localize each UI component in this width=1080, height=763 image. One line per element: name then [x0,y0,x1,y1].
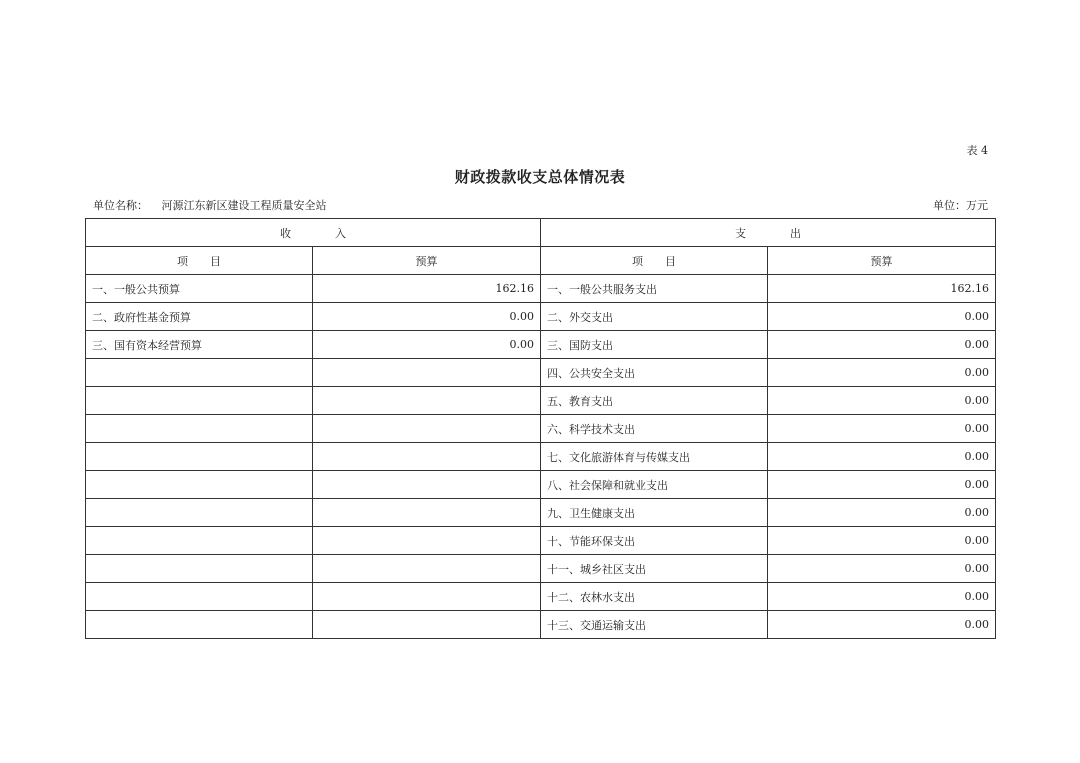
table-row [86,555,996,583]
income-item-cell [86,527,313,555]
income-budget-cell [313,499,541,527]
expense-budget-cell: 0.00 [768,499,996,527]
income-budget-cell [313,387,541,415]
expense-item-header: 项 目 [541,247,768,275]
income-budget-cell [313,415,541,443]
income-budget-cell [313,443,541,471]
income-item-cell [86,443,313,471]
header-row-columns [86,247,996,275]
expense-budget-cell: 162.16 [768,275,996,303]
income-budget-cell: 162.16 [313,275,541,303]
table-row [86,499,996,527]
expense-item-cell: 六、科学技术支出 [541,415,768,443]
income-item-cell [86,471,313,499]
table-row [86,387,996,415]
table-row [86,471,996,499]
income-item-cell: 二、政府性基金预算 [86,303,313,331]
expense-budget-cell: 0.00 [768,555,996,583]
header-row-sections [86,219,996,247]
expense-item-cell: 五、教育支出 [541,387,768,415]
income-item-cell: 三、国有资本经营预算 [86,331,313,359]
expense-item-cell: 十、节能环保支出 [541,527,768,555]
expense-budget-cell: 0.00 [768,611,996,639]
expense-budget-cell: 0.00 [768,303,996,331]
income-budget-cell: 0.00 [313,303,541,331]
income-budget-cell [313,611,541,639]
expense-item-cell: 十三、交通运输支出 [541,611,768,639]
table-row [86,275,996,303]
unit-name-label: 单位名称： [93,199,148,212]
table-row [86,303,996,331]
income-budget-cell [313,527,541,555]
unit-name-value: 河源江东新区建设工程质量安全站 [161,199,327,212]
expense-item-cell: 十二、农林水支出 [541,583,768,611]
expense-budget-cell: 0.00 [768,443,996,471]
income-item-cell [86,415,313,443]
income-item-cell [86,583,313,611]
table-number: 表 4 [966,144,988,157]
expense-budget-cell: 0.00 [768,331,996,359]
expense-budget-header: 预算 [768,247,996,275]
income-budget-cell [313,471,541,499]
table-row [86,331,996,359]
expense-item-cell: 七、文化旅游体育与传媒支出 [541,443,768,471]
unit-name-row [93,197,327,213]
expense-item-cell: 十一、城乡社区支出 [541,555,768,583]
income-item-cell [86,359,313,387]
income-budget-cell [313,359,541,387]
income-item-header: 项 目 [86,247,313,275]
expense-budget-cell: 0.00 [768,471,996,499]
expense-budget-cell: 0.00 [768,387,996,415]
income-budget-header: 预算 [313,247,541,275]
expense-budget-cell: 0.00 [768,583,996,611]
table-row [86,527,996,555]
table-row [86,443,996,471]
expense-header: 支 出 [541,219,996,247]
table-row [86,583,996,611]
income-item-cell: 一、一般公共预算 [86,275,313,303]
expense-item-cell: 四、公共安全支出 [541,359,768,387]
income-item-cell [86,555,313,583]
income-budget-cell [313,555,541,583]
income-item-cell [86,611,313,639]
expense-budget-cell: 0.00 [768,415,996,443]
income-header: 收 入 [86,219,541,247]
expense-item-cell: 二、外交支出 [541,303,768,331]
table-row [86,611,996,639]
expense-item-cell: 三、国防支出 [541,331,768,359]
income-item-cell [86,387,313,415]
currency-unit: 单位：万元 [933,199,988,212]
income-budget-cell: 0.00 [313,331,541,359]
budget-table [85,218,996,639]
income-budget-cell [313,583,541,611]
table-row [86,415,996,443]
table-row [86,359,996,387]
expense-budget-cell: 0.00 [768,359,996,387]
expense-item-cell: 一、一般公共服务支出 [541,275,768,303]
expense-item-cell: 八、社会保障和就业支出 [541,471,768,499]
expense-item-cell: 九、卫生健康支出 [541,499,768,527]
page-title: 财政拨款收支总体情况表 [454,168,626,186]
expense-budget-cell: 0.00 [768,527,996,555]
income-item-cell [86,499,313,527]
